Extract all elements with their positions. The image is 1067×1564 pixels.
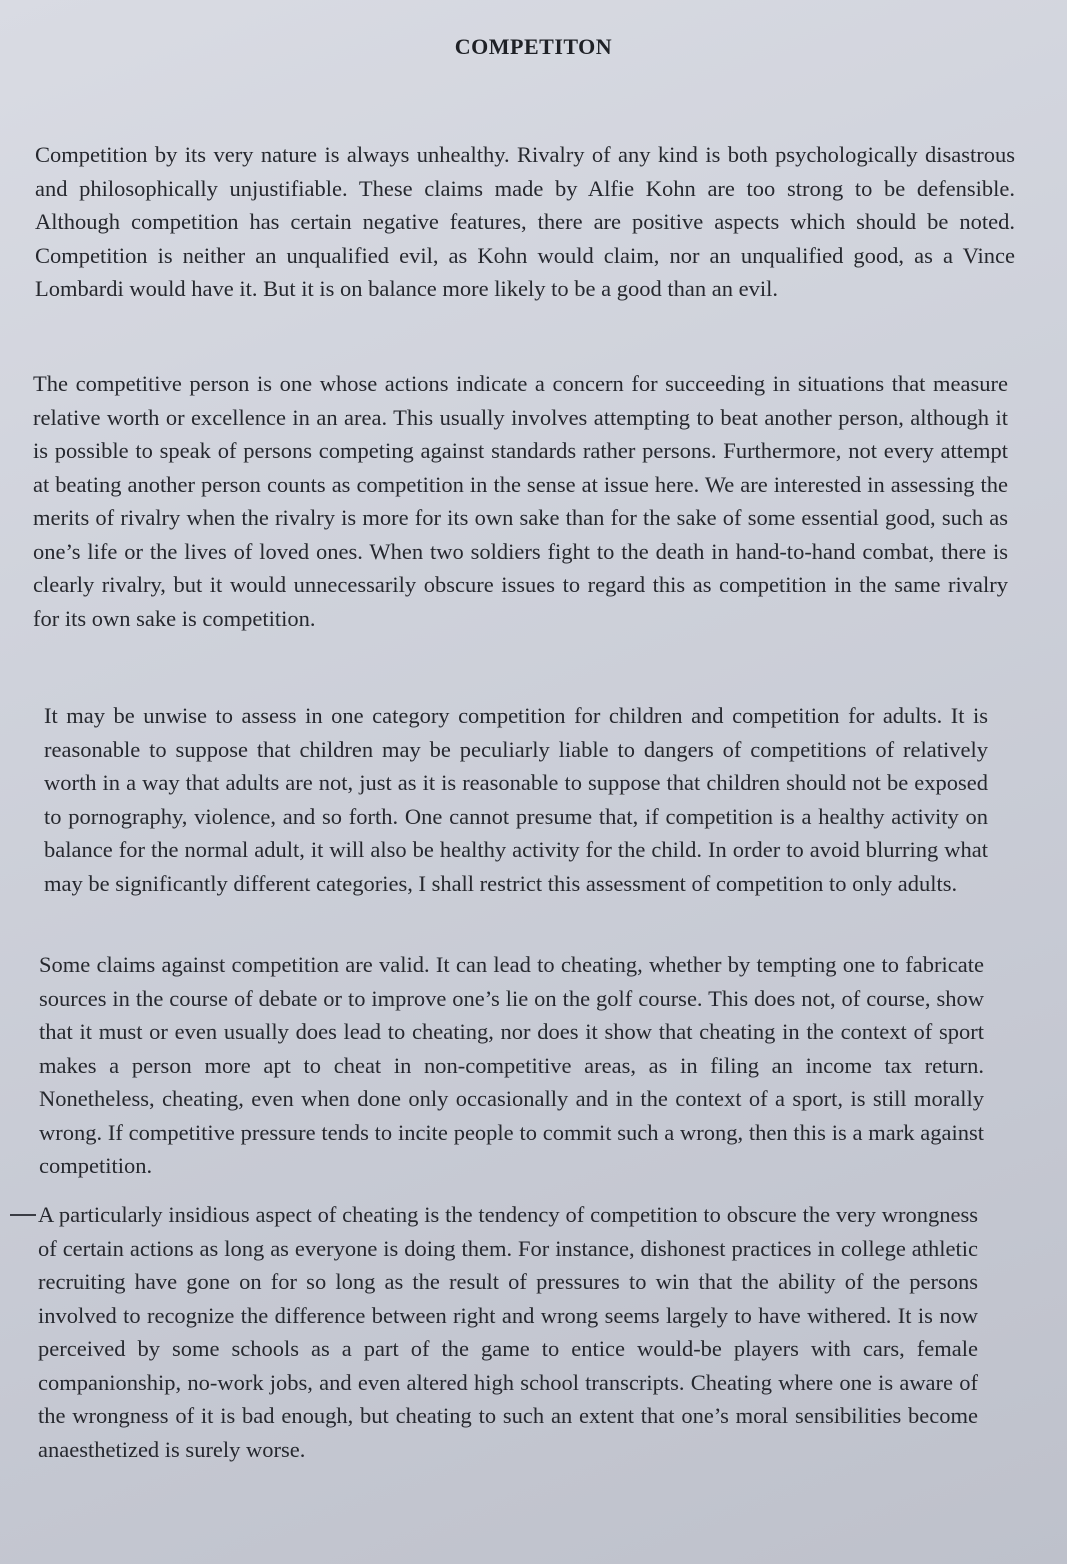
paragraph-1: Competition by its very nature is always unhealthy. Rivalry of any kind is both psychologically disastrous and philosophically unjustifiable. These claims made by Alfie Kohn are too strong to be defensible. Although competition has certain negative features, there are positive aspects which should be noted. Competition is neither an unqualified evil, as Kohn would claim, nor an unqualified good, as a Vince Lombardi would have it. But it is on balance more likely to be a good than an evil.	[35, 142, 1015, 301]
paragraph-3: It may be unwise to assess in one category competition for children and competition for adults. It is reasonable to suppose that children may be peculiarly liable to dangers of competitions of relatively worth in a way that adults are not, just as it is reasonable to suppose that children should not be exposed to pornography, violence, and so forth. One cannot presume that, if competition is a healthy activity on balance for the normal adult, it will also be healthy activity for the child. In order to avoid blurring what may be significantly different categories, I shall restrict this assessment of competition to only adults.	[44, 703, 988, 896]
paragraph-4: Some claims against competition are valid. It can lead to cheating, whether by tempting one to fabricate sources in the course of debate or to improve one’s lie on the golf course. This does not, of course, show that it must or even usually does lead to cheating, nor does it show that cheating in the context of sport makes a person more apt to cheat in non-competitive areas, as in filing an income tax return. Nonetheless, cheating, even when done only occasionally and in the context of a sport, is still morally wrong. If competitive pressure tends to incite people to commit such a wrong, then this is a mark against competition.	[39, 952, 984, 1178]
paragraph-5: A particularly insidious aspect of cheating is the tendency of competition to obscure the very wrongness of certain actions as long as everyone is doing them. For instance, dishonest practices in college athletic recruiting have gone on for so long as the result of pressures to win that the ability of the persons involved to recognize the difference between right and wrong seems largely to have withered. It is now perceived by some schools as a part of the game to entice would-be players with cars, female companionship, no-work jobs, and even altered high school transcripts. Cheating where one is aware of the wrongness of it is bad enough, but cheating to such an extent that one’s moral sensibilities become anaesthetized is surely worse.	[38, 1202, 978, 1462]
paragraph-2: The competitive person is one whose actions indicate a concern for succeeding in situations that measure relative worth or excellence in an area. This usually involves attempting to beat another person, although it is possible to speak of persons competing against standards rather persons. Furthermore, not every attempt at beating another person counts as competition in the sense at issue here. We are interested in assessing the merits of rivalry when the rivalry is more for its own sake than for the sake of some essential good, such as one’s life or the lives of loved ones. When two soldiers fight to the death in hand-to-hand combat, there is clearly rivalry, but it would unnecessarily obscure issues to regard this as competition in the same rivalry for its own sake is competition.	[33, 371, 1008, 631]
document-title: COMPETITON	[454, 34, 613, 59]
